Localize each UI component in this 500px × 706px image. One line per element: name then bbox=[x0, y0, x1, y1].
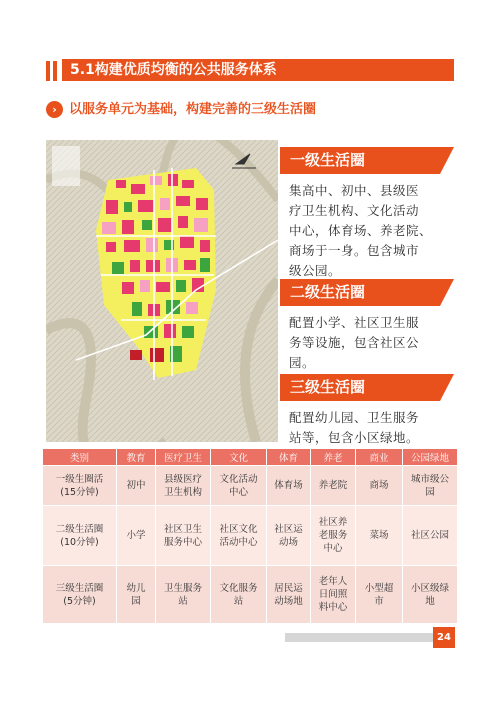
table-cell: 菜场 bbox=[356, 506, 403, 566]
table-cell: 社区运 动场 bbox=[267, 506, 311, 566]
header-cell: 体育 bbox=[267, 449, 311, 466]
table-cell: 社区养 老服务 中心 bbox=[311, 506, 356, 566]
table-cell: 社区公园 bbox=[403, 506, 458, 566]
table-cell: 社区卫生 服务中心 bbox=[156, 506, 211, 566]
header-cell: 公园绿地 bbox=[403, 449, 458, 466]
header-cell: 类别 bbox=[43, 449, 117, 466]
table-cell: 商场 bbox=[356, 466, 403, 506]
level-2-description: 配置小学、社区卫生服 务等设施，包含社区公 园。 bbox=[289, 315, 420, 370]
table-cell: 文化服务 站 bbox=[211, 566, 267, 624]
header-cell: 教育 bbox=[117, 449, 156, 466]
header-cell: 文化 bbox=[211, 449, 267, 466]
table-cell: 小区级绿 地 bbox=[403, 566, 458, 624]
table-cell: 三级生活圈 (5分钟) bbox=[43, 566, 117, 624]
table-cell: 城市级公 园 bbox=[403, 466, 458, 506]
section-title: 5.1构建优质均衡的公共服务体系 bbox=[62, 59, 454, 81]
page-number: 24 bbox=[433, 627, 455, 648]
table-cell: 社区文化 活动中心 bbox=[211, 506, 267, 566]
footer-bar bbox=[285, 633, 433, 642]
table-cell: 老年人 日间照 料中心 bbox=[311, 566, 356, 624]
table-cell: 小型超 市 bbox=[356, 566, 403, 624]
table-row bbox=[43, 466, 458, 506]
table-cell: 居民运 动场地 bbox=[267, 566, 311, 624]
header-cell: 商业 bbox=[356, 449, 403, 466]
service-facility-table bbox=[42, 448, 458, 624]
table-cell: 一级生圈活 (15分钟) bbox=[43, 466, 117, 506]
table-cell: 卫生服务 站 bbox=[156, 566, 211, 624]
level-3-description: 配置幼儿园、卫生服务 站等，包含小区绿地。 bbox=[289, 410, 420, 445]
table-cell: 小学 bbox=[117, 506, 156, 566]
table-header-row bbox=[43, 449, 458, 466]
level-1-description: 集高中、初中、县级医 疗卫生机构、文化活动 中心，体育场、养老院、 商场于一身。包含城市 级公园。 bbox=[289, 183, 433, 278]
header-cell: 养老 bbox=[311, 449, 356, 466]
header-cell: 医疗卫生 bbox=[156, 449, 211, 466]
table-cell: 养老院 bbox=[311, 466, 356, 506]
level-2-title: 二级生活圈 bbox=[280, 279, 440, 306]
table-cell: 文化活动 中心 bbox=[211, 466, 267, 506]
table-row bbox=[43, 566, 458, 624]
city-land-use-map bbox=[46, 140, 278, 442]
table-cell: 幼儿 园 bbox=[117, 566, 156, 624]
subtitle: 以服务单元为基础，构建完善的三级生活圈 bbox=[69, 102, 317, 117]
table-cell: 初中 bbox=[117, 466, 156, 506]
table-cell: 二级生活圈 (10分钟) bbox=[43, 506, 117, 566]
table-cell: 县级医疗 卫生机构 bbox=[156, 466, 211, 506]
table-row bbox=[43, 506, 458, 566]
level-3-title: 三级生活圈 bbox=[280, 374, 440, 401]
level-1-title: 一级生活圈 bbox=[280, 147, 440, 174]
chevron-right-icon: › bbox=[46, 101, 63, 118]
table-cell: 体育场 bbox=[267, 466, 311, 506]
